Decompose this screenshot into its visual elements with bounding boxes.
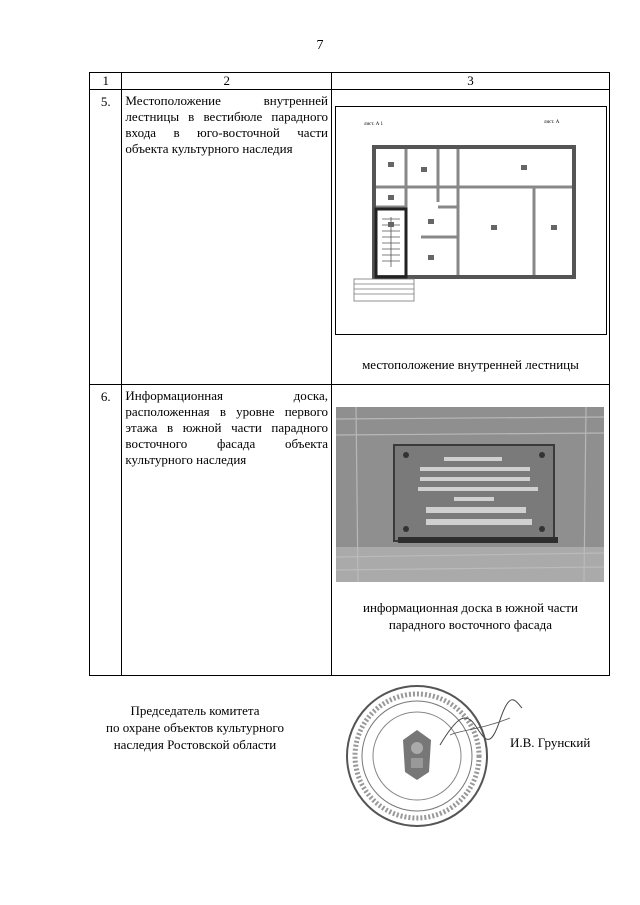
row-description: Информационная доска, расположенная в уровне первого этажа в южной части парадного восточного фасада объекта культурного наследия bbox=[122, 385, 332, 676]
row-figure-cell bbox=[331, 385, 609, 676]
row-number: 5. bbox=[90, 90, 122, 385]
signature-title-block bbox=[60, 702, 330, 753]
figure-caption-line1: информационная доска в южной части bbox=[363, 600, 578, 615]
page-number: 7 bbox=[316, 38, 324, 53]
header-col-3: 3 bbox=[331, 73, 609, 90]
title-line-2: по охране объектов культурного bbox=[106, 720, 284, 735]
title-line-1: Председатель комитета bbox=[130, 703, 260, 718]
row-number: 6. bbox=[90, 385, 122, 676]
figure-caption: местоположение внутренней лестницы bbox=[362, 357, 579, 372]
title-line-3: наследия Ростовской области bbox=[113, 737, 277, 752]
table-row bbox=[90, 90, 610, 385]
plan-label-right: лист. А bbox=[543, 120, 560, 125]
objects-table bbox=[89, 72, 610, 676]
table-row bbox=[90, 385, 610, 676]
figure-caption-line2: парадного восточного фасада bbox=[388, 617, 553, 632]
header-col-2: 2 bbox=[122, 73, 332, 90]
memorial-plaque-photo bbox=[336, 407, 604, 582]
header-col-1: 1 bbox=[90, 73, 122, 90]
row-figure-cell bbox=[331, 90, 609, 385]
table-header-row bbox=[90, 73, 610, 90]
row-description: Местоположение внутренней лестницы в вестибюле парадного входа в юго-восточной части объекта культурного наследия bbox=[122, 90, 332, 385]
floor-plan-image bbox=[335, 106, 607, 335]
plan-label-left: лист. А 1 bbox=[363, 122, 384, 127]
signer-name: И.В. Грунский bbox=[510, 735, 591, 750]
